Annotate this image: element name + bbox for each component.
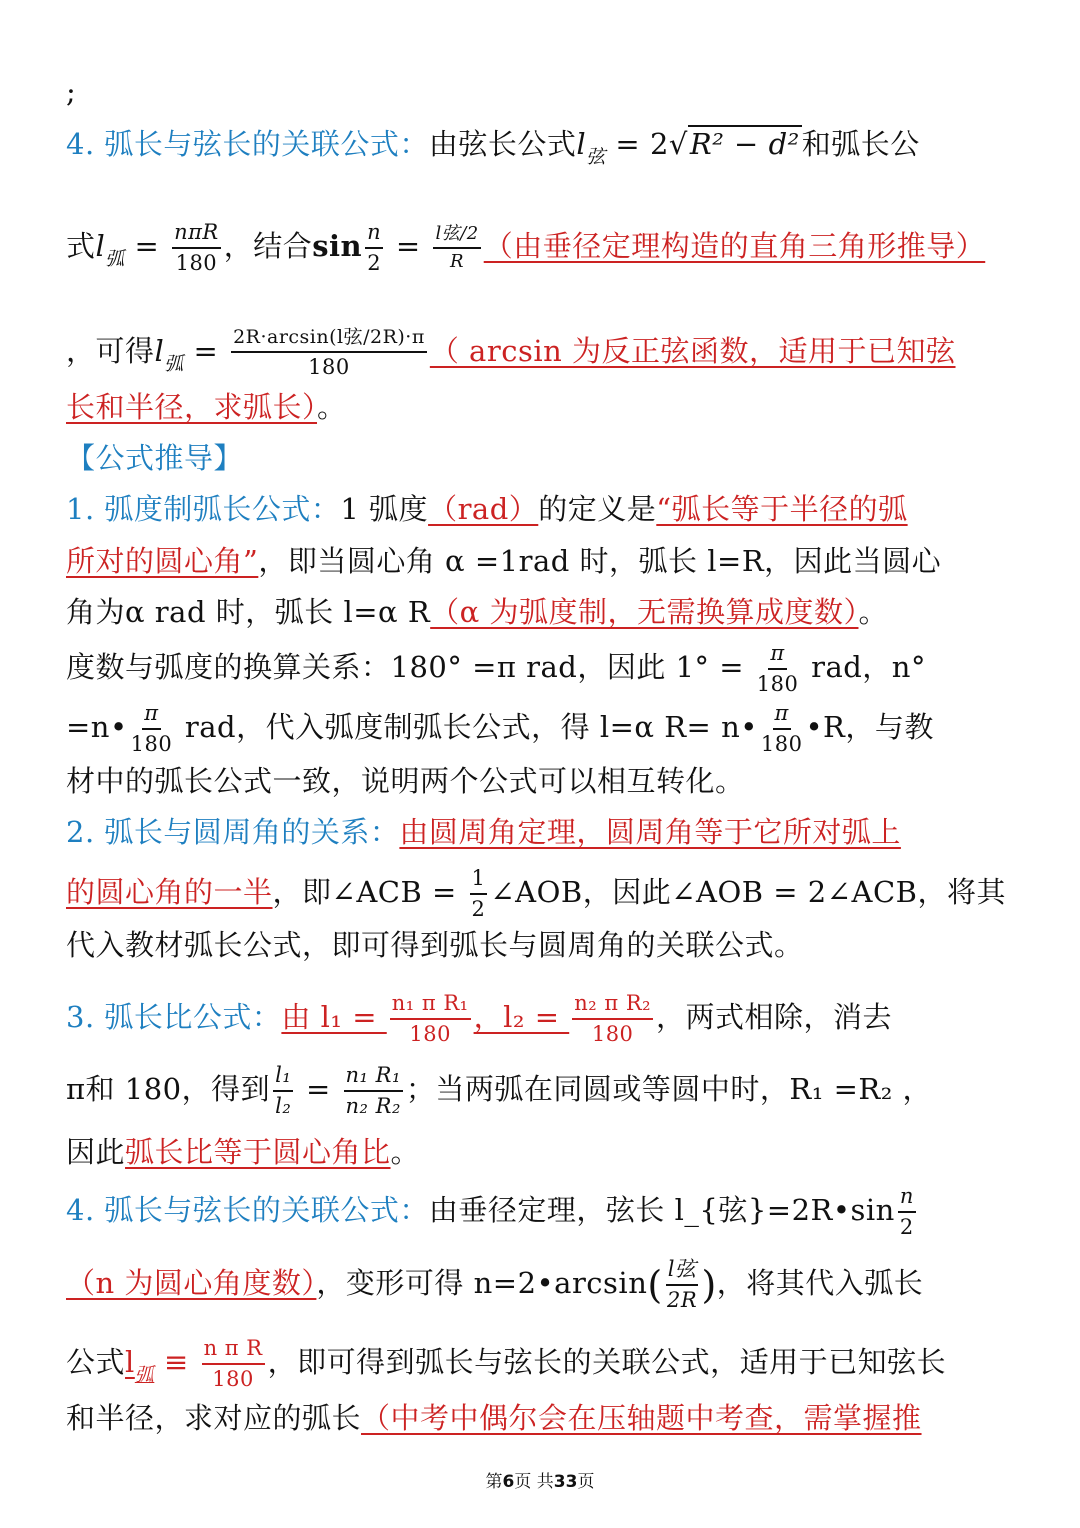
fraction: $\frac{\text{n₁ π R₁}}{180}$ — [391, 991, 469, 1046]
line-conversion-2: =n• $\frac{\pi}{180}$ rad，代入弧度制弧长公式，得 l=α R= n• $\frac{\pi}{180}$ •R，与教 — [66, 701, 934, 756]
line-inscribed-3: 代入教材弧长公式，即可得到弧长与圆周角的关联公式。 — [66, 928, 804, 962]
annotation: （ arcsin 为反正弦函数，适用于已知弦 — [429, 334, 956, 368]
fraction: $\frac{\text{l弦/2}}{R}$ — [435, 223, 479, 272]
section-heading: 3. 弧长比公式： — [66, 1000, 282, 1034]
line-chord-1: 4. 弧长与弦长的关联公式：由垂径定理，弦长 l_{弦}=2R•sin $\frac{n}{2}$ — [66, 1184, 914, 1239]
line-inscribed-1: 2. 弧长与圆周角的关系：由圆周角定理，圆周角等于它所对弧上 — [66, 815, 901, 849]
line-ratio-1: 3. 弧长比公式：由 l₁ = $\frac{\text{n₁ π R₁}}{180}$ ，l₂ = $\frac{\text{n₂ π R₂}}{180}$ ，两式相除，消去 — [66, 991, 893, 1046]
fraction: $\frac{n}{2}$ — [367, 220, 382, 275]
line-arcsin-formula: ，可得$l_弧$ = $\frac{\text{2R·arcsin(l弦/2R)·π}}{180}$ （ arcsin 为反正弦函数，适用于已知弦 — [66, 326, 956, 379]
line-chord-3: 公式$l_弧$ ≡ $\frac{\text{n π R}}{180}$ ，即可得到弧长与弦长的关联公式，适用于已知弦长 — [66, 1336, 947, 1391]
page-footer: 第6页 共33页 — [485, 1472, 595, 1492]
fraction: $\frac{1}{2}$ — [471, 866, 486, 921]
fraction: $\frac{\text{nπR}}{180}$ — [174, 220, 219, 275]
line-conversion-3: 材中的弧长公式一致，说明两个公式可以相互转化。 — [66, 764, 745, 798]
line-inscribed-2: 的圆心角的一半，即∠ACB = $\frac{1}{2}$ ∠AOB，因此∠AOB = 2∠ACB，将其 — [66, 866, 1006, 921]
line-arcsin-note: 长和半径，求弧长）。 — [66, 390, 347, 424]
line-ratio-2: π和 180，得到 $\frac{\text{l₁}}{\text{l₂}}$ = $\frac{\text{n₁ R₁}}{\text{n₂ R₂}}$ ；当两弧在同圆或等圆中时，R₁ =R₂ ， — [66, 1063, 933, 1118]
fraction: $\frac{\text{n₂ π R₂}}{180}$ — [574, 991, 652, 1046]
line-arc-formula: 式$l_弧$ = $\frac{\text{nπR}}{180}$ ，结合sin $\frac{n}{2}$ = $\frac{\text{l弦/2}}{R}$ （由垂径定理构造的直角三角形推导） — [66, 220, 986, 275]
section-heading: 【公式推导】 — [66, 441, 244, 475]
line-radian-1: 1. 弧度制弧长公式：1 弧度（rad）的定义是“弧长等于半径的弧 — [66, 492, 908, 526]
line-ratio-3: 因此弧长比等于圆心角比。 — [66, 1135, 421, 1169]
fraction: $\frac{n}{2}$ — [899, 1184, 914, 1239]
fraction: $\frac{\pi}{180}$ — [130, 701, 173, 756]
line-derivation-heading — [66, 438, 243, 478]
annotation: （由垂径定理构造的直角三角形推导） — [483, 229, 986, 263]
line-semicolon: ; — [66, 75, 77, 109]
line-chord-4: 和半径，求对应的弧长（中考中偶尔会在压轴题中考查，需掌握推 — [66, 1401, 922, 1435]
page-number: 6 — [502, 1472, 515, 1492]
fraction: $\frac{\text{2R·arcsin(l弦/2R)·π}}{180}$ — [233, 326, 425, 379]
fraction: $\frac{\text{n₁ R₁}}{\text{n₂ R₂}}$ — [345, 1063, 401, 1118]
section-heading: 4. 弧长与弦长的关联公式： — [66, 127, 429, 161]
line-radian-3: 角为α rad 时，弧长 l=α R（α 为弧度制，无需换算成度数）。 — [66, 595, 888, 629]
fraction: $\frac{\text{l弦}}{2R}$ — [666, 1257, 698, 1312]
line-conversion-1: 度数与弧度的换算关系：180° =π rad，因此 1° = $\frac{\pi}{180}$ rad，n° — [66, 641, 926, 696]
section-heading: 4. 弧长与弦长的关联公式： — [66, 1193, 429, 1227]
fraction: $\frac{\text{l₁}}{\text{l₂}}$ — [275, 1063, 292, 1118]
fraction: $\frac{\text{n π R}}{180}$ — [203, 1336, 263, 1391]
section-heading: 2. 弧长与圆周角的关系： — [66, 815, 400, 849]
line-arc-chord-formula-1: 4. 弧长与弦长的关联公式：由弦长公式$l_弦 = 2√R^2 - d^2$和弧长公 — [66, 127, 920, 168]
line-radian-2: 所对的圆心角”，即当圆心角 α =1rad 时，弧长 l=R，因此当圆心 — [66, 544, 942, 578]
section-heading: 1. 弧度制弧长公式： — [66, 492, 341, 526]
fraction: $\frac{\pi}{180}$ — [756, 641, 799, 696]
page-total: 33 — [553, 1472, 578, 1492]
annotation: 长和半径，求弧长） — [66, 390, 318, 424]
line-chord-2: （n 为圆心角度数），变形可得 n=2•arcsin( $\frac{\text{l弦}}{2R}$ )，将其代入弧长 — [66, 1257, 924, 1312]
fraction: $\frac{\pi}{180}$ — [760, 701, 803, 756]
